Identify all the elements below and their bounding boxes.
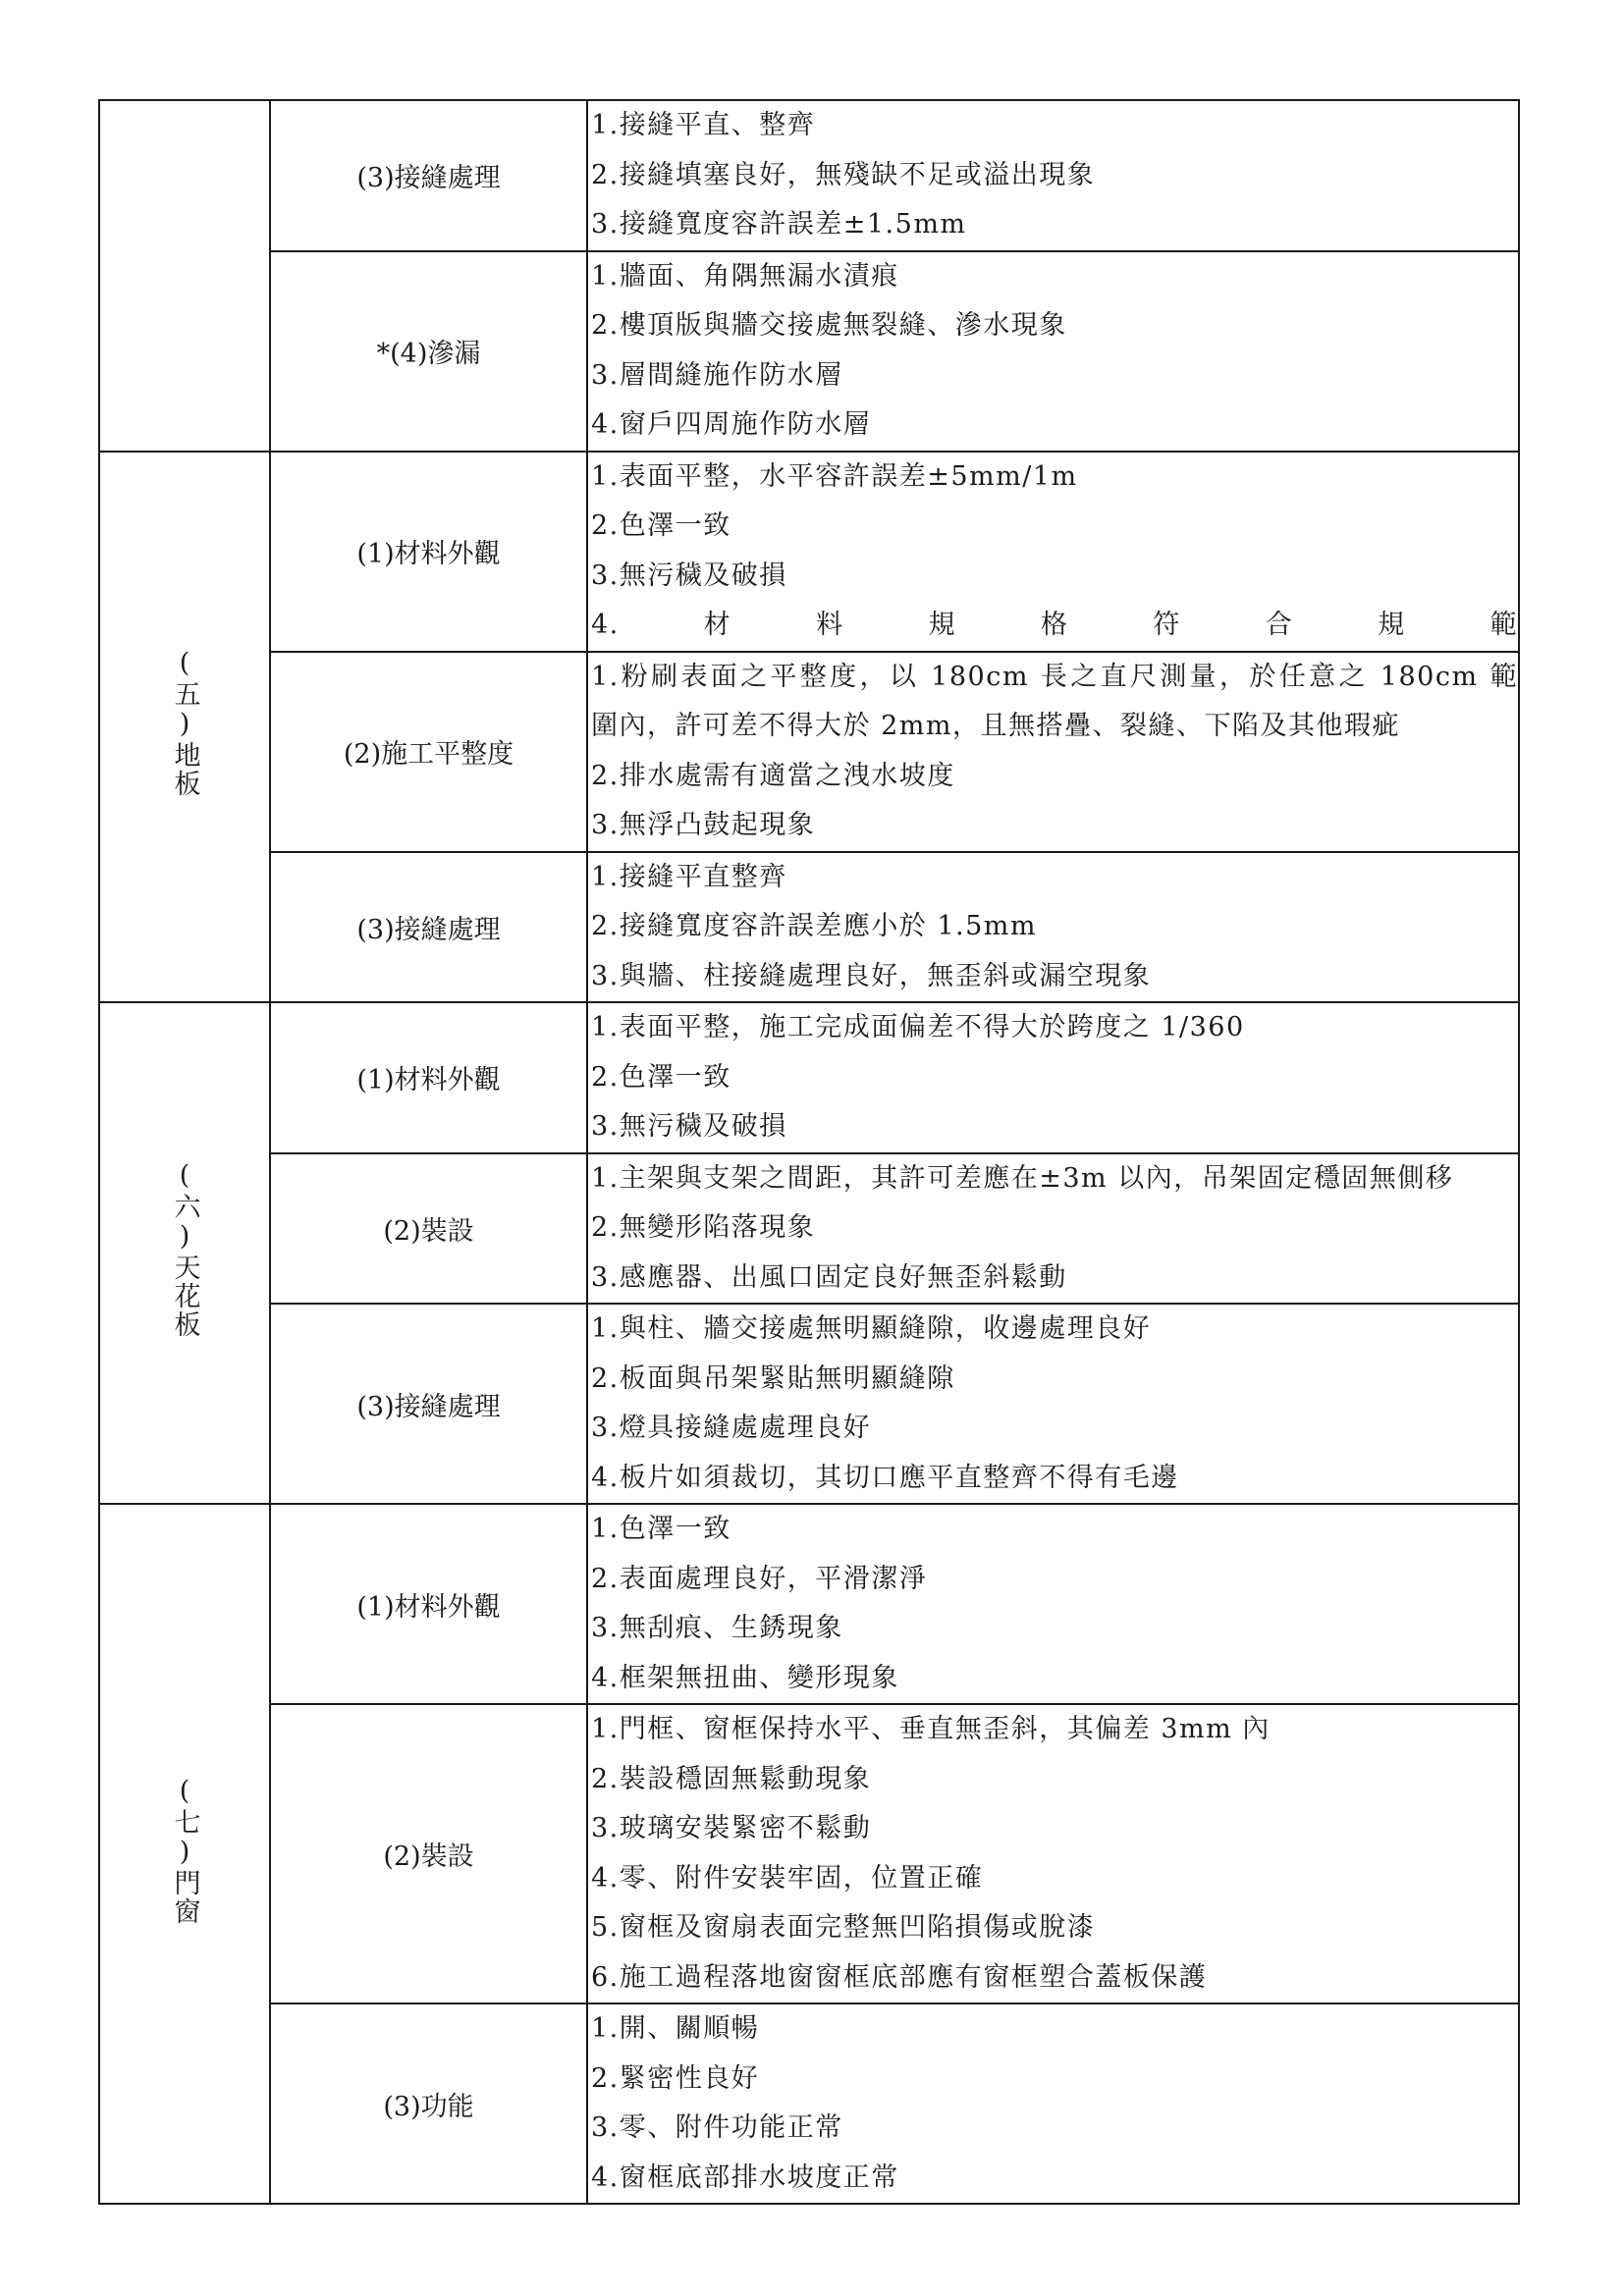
criteria-line: 3.玻璃安裝緊密不鬆動 [591,1813,872,1843]
inspection-item-label: (2)裝設 [383,1842,474,1872]
table-row [99,100,1519,251]
criteria-cell [587,852,1519,1003]
table-row [99,2003,1519,2204]
criteria-line: 4.窗框底部排水坡度正常 [591,2162,899,2193]
inspection-item-label: (1)材料外觀 [356,539,501,569]
inspection-item-cell [270,2003,587,2204]
criteria-line: 3.接縫寬度容許誤差±1.5mm [591,209,967,240]
criteria-line: 4.窗戶四周施作防水層 [591,409,872,440]
inspection-item-label: (3)功能 [383,2091,474,2122]
inspection-table-body [99,100,1519,2204]
criteria-line: 1.接縫平直、整齊 [591,110,816,140]
criteria-line: 3.燈具接縫處處理良好 [591,1413,872,1443]
inspection-item-cell [270,852,587,1003]
inspection-item-label: (3)接縫處理 [356,1391,501,1422]
inspection-item-label: (3)接縫處理 [356,163,501,194]
category-label: (七)門窗 [169,1775,200,1926]
criteria-line: 2.無變形陷落現象 [591,1212,816,1243]
criteria-cell [587,652,1519,852]
criteria-cell [587,100,1519,251]
table-row [99,1304,1519,1504]
inspection-item-label: (2)裝設 [383,1215,474,1247]
criteria-line: 圍內，許可差不得大於 2mm，且無搭疊、裂縫、下陷及其他瑕疵 [591,711,1400,741]
criteria-line: 2.裝設穩固無鬆動現象 [591,1763,872,1794]
category-cell [99,100,270,452]
criteria-line: 1.色澤一致 [591,1514,731,1544]
inspection-item-cell [270,1304,587,1504]
criteria-line: 2.表面處理良好，平滑潔淨 [591,1563,928,1594]
criteria-cell [587,251,1519,452]
criteria-line: 1.與柱、牆交接處無明顯縫隙，收邊處理良好 [591,1313,1152,1344]
inspection-item-cell [270,1002,587,1153]
criteria-line: 3.層間縫施作防水層 [591,359,843,391]
inspection-item-cell [270,100,587,251]
criteria-line: 2.接縫填塞良好，無殘缺不足或溢出現象 [591,159,1096,190]
criteria-line: 1.主架與支架之間距，其許可差應在±3m 以內，吊架固定穩固無側移 [591,1162,1454,1194]
criteria-line: 3.無污穢及破損 [591,560,787,591]
criteria-line: 5.窗框及窗扇表面完整無凹陷損傷或脫漆 [591,1912,1096,1943]
inspection-item-label: (2)施工平整度 [343,739,514,770]
criteria-line: 1.開、關順暢 [591,2013,760,2044]
table-row [99,251,1519,452]
criteria-line: 2.排水處需有適當之洩水坡度 [591,760,955,791]
table-row [99,852,1519,1003]
criteria-line: 4.框架無扭曲、變形現象 [591,1662,899,1693]
table-row [99,1153,1519,1305]
criteria-line: 1.粉刷表面之平整度，以 180cm 長之直尺測量，於任意之 180cm 範 [591,661,1518,692]
inspection-item-label: (3)接縫處理 [356,914,501,945]
category-label: (六)天花板 [169,1160,200,1339]
criteria-cell [587,1504,1519,1704]
criteria-line: 6.施工過程落地窗窗框底部應有窗框塑合蓋板保護 [591,1961,1208,1993]
category-cell [99,1504,270,2204]
criteria-cell [587,452,1519,652]
inspection-item-cell [270,251,587,452]
inspection-item-label: (1)材料外觀 [356,1065,501,1096]
criteria-line: 2.緊密性良好 [591,2062,760,2094]
inspection-item-cell [270,1153,587,1305]
criteria-line: 4.材料規格符合規範 [591,610,1518,640]
criteria-line: 2.樓頂版與牆交接處無裂縫、滲水現象 [591,310,1067,341]
criteria-line: 2.色澤一致 [591,1061,731,1093]
category-cell [99,452,270,1003]
inspection-table [98,99,1520,2205]
criteria-line: 3.與牆、柱接縫處理良好，無歪斜或漏空現象 [591,960,1152,991]
inspection-item-cell [270,1704,587,2003]
table-row [99,1504,1519,1704]
criteria-line: 4.板片如須裁切，其切口應平直整齊不得有毛邊 [591,1462,1179,1493]
criteria-line: 2.板面與吊架緊貼無明顯縫隙 [591,1362,955,1394]
criteria-line: 1.表面平整，施工完成面偏差不得大於跨度之 1/360 [591,1012,1245,1042]
category-label: (五)地板 [169,648,200,799]
criteria-line: 1.接縫平直整齊 [591,861,787,892]
table-row [99,652,1519,852]
criteria-cell [587,1153,1519,1305]
criteria-cell [587,1304,1519,1504]
criteria-line: 3.無浮凸鼓起現象 [591,810,816,840]
criteria-line: 1.表面平整，水平容許誤差±5mm/1m [591,460,1078,492]
inspection-item-label: *(4)滲漏 [376,339,481,369]
criteria-line: 2.色澤一致 [591,510,731,541]
inspection-item-cell [270,652,587,852]
criteria-line: 1.牆面、角隅無漏水漬痕 [591,260,899,292]
criteria-line: 2.接縫寬度容許誤差應小於 1.5mm [591,911,1037,941]
inspection-item-cell [270,452,587,652]
criteria-line: 3.無刮痕、生銹現象 [591,1613,843,1643]
criteria-cell [587,1002,1519,1153]
criteria-cell [587,2003,1519,2204]
criteria-line: 3.感應器、出風口固定良好無歪斜鬆動 [591,1261,1067,1293]
table-row [99,1704,1519,2003]
criteria-line: 3.零、附件功能正常 [591,2112,843,2143]
inspection-item-label: (1)材料外觀 [356,1591,501,1623]
criteria-line: 1.門框、窗框保持水平、垂直無歪斜，其偏差 3mm 內 [591,1714,1271,1744]
criteria-line: 4.零、附件安裝牢固，位置正確 [591,1862,984,1894]
table-row [99,452,1519,652]
criteria-line: 3.無污穢及破損 [591,1111,787,1142]
criteria-cell [587,1704,1519,2003]
table-row [99,1002,1519,1153]
category-cell [99,1002,270,1504]
inspection-item-cell [270,1504,587,1704]
